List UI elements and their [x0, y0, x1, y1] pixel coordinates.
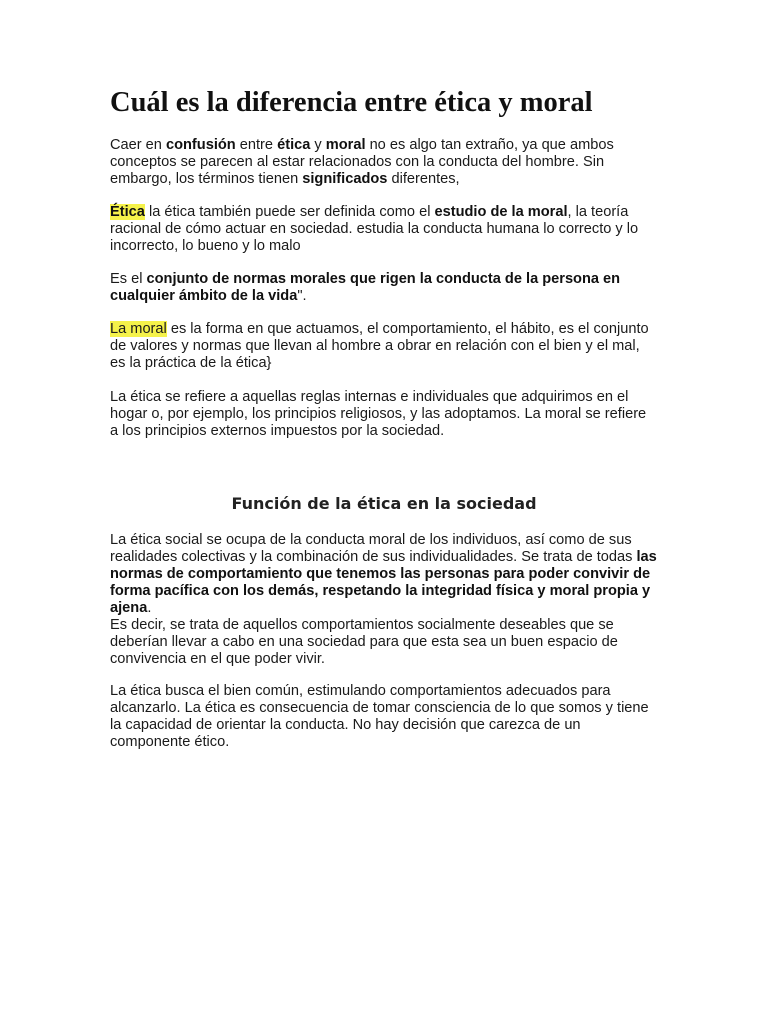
highlighted-term-etica: Ética: [110, 204, 145, 220]
bold-term: conjunto de normas morales que rigen la conducta de la persona en cualquier ámbito de la vida: [110, 271, 621, 304]
intro-paragraph: [110, 137, 658, 188]
text-run: La ética social se ocupa de la conducta moral de los individuos, así como de sus realidades colectivas y la combinación de sus individualidades. Se trata de todas: [110, 532, 637, 565]
section-subtitle: Función de la ética en la sociedad: [231, 494, 537, 513]
text-run: lo correcto y lo incorrecto, lo bueno y lo malo: [110, 221, 639, 254]
common-good-paragraph: La ética busca el bien común, estimulando comportamientos adecuados para alcanzarlo. La ética es consecuencia de tomar consciencia de lo que somos y tiene la capacidad de orientar la conducta. No hay decisión que carezca de un componente ético.: [110, 683, 649, 750]
text-run: no es algo tan extraño, ya que ambos conceptos se parecen al estar relacionados con la conducta del hombre. Sin embargo, los términos tienen: [110, 137, 614, 187]
bold-term: confusión: [165, 137, 236, 153]
text-run: conducta humana: [423, 221, 540, 237]
bold-term: ética: [277, 137, 311, 153]
difference-paragraph: La ética se refiere a aquellas reglas internas e individuales que adquirimos en el hogar o, por ejemplo, los principios religiosos, y las adoptamos. La moral se refiere a los principios externos impuestos por la sociedad.: [110, 389, 647, 439]
text-run: .: [147, 600, 152, 616]
bold-term: estudio de la moral: [434, 204, 568, 220]
text-run: , la teoría racional de cómo actuar en sociedad. estudia la: [110, 204, 629, 237]
text-run: entre: [235, 137, 278, 153]
moral-definition-paragraph: [110, 321, 658, 372]
social-ethics-paragraph: [110, 532, 658, 668]
bold-term: significados: [302, 171, 388, 187]
bold-term: las normas de comportamiento que tenemos las personas para poder convivir de forma pacífica con los demás, respetando la integridad física y moral propia y ajena: [110, 549, 657, 616]
text-run: Es decir, se trata de aquellos comportamientos socialmente deseables que se deberían llevar a cabo en una sociedad para que esta sea un buen espacio de convivencia en el que poder vivir.: [110, 617, 618, 667]
text-run: y: [310, 137, 326, 153]
etica-definition-paragraph: [110, 204, 658, 255]
text-run: Caer en: [110, 137, 166, 153]
bold-term: moral: [325, 137, 366, 153]
text-run: la ética también puede ser definida como el: [144, 204, 435, 220]
text-run: ".: [297, 288, 307, 304]
text-run: Es el: [110, 271, 147, 287]
normas-paragraph: [110, 271, 658, 305]
text-run: diferentes,: [387, 171, 460, 187]
page-title: Cuál es la diferencia entre ética y moral: [110, 87, 593, 118]
text-run: es la forma en que actuamos, el comportamiento, el hábito, es el conjunto de valores y normas que llevan al hombre a obrar en relación con el bien y el mal, es la práctica de la ética}: [110, 321, 649, 371]
highlighted-term-moral: La moral: [110, 321, 167, 337]
